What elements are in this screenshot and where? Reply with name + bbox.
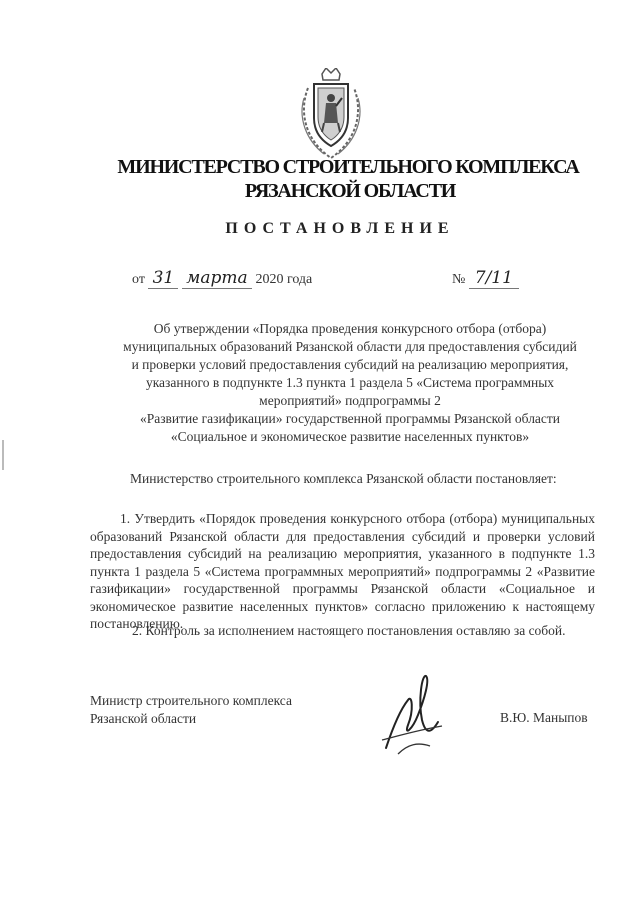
signatory-name: В.Ю. Маныпов (500, 710, 588, 725)
decree-number (452, 268, 519, 289)
date-year: 2020 года (255, 272, 313, 287)
number-value: 7/11 (469, 268, 519, 289)
subject-line: «Развитие газификации» государственной программы Рязанской области (139, 411, 561, 426)
ministry-name-line1: МИНИСТЕРСТВО СТРОИТЕЛЬНОГО КОМПЛЕКСА (117, 156, 579, 178)
item-2: 2. Контроль за исполнением настоящего постановления оставляю за собой. (132, 623, 566, 638)
subject-line: мероприятий» подпрограммы 2 (259, 393, 441, 408)
coat-of-arms-icon (298, 68, 364, 160)
date-prefix: от (132, 272, 145, 287)
scan-margin-mark (2, 440, 4, 470)
subject-line: указанного в подпункте 1.3 пункта 1 раздела 5 «Система программных (145, 375, 555, 390)
subject-line: муниципальных образований Рязанской области для предоставления субсидий (123, 339, 577, 354)
date-month: марта (182, 268, 252, 289)
document-type-title: ПОСТАНОВЛЕНИЕ (225, 220, 455, 237)
subject-line: Об утверждении «Порядка проведения конкурсного отбора (отбора) (153, 321, 547, 336)
subject-line: и проверки условий предоставления субсидий на реализацию мероприятия, (131, 357, 569, 372)
preamble: Министерство строительного комплекса Рязанской области постановляет: (130, 471, 557, 486)
number-prefix: № (452, 272, 466, 287)
subject-line: «Социальное и экономическое развитие населенных пунктов» (170, 429, 530, 444)
decree-subject (100, 320, 600, 446)
signatory-position (90, 692, 292, 728)
position-line2: Рязанской области (90, 711, 197, 726)
item-1: 1. Утвердить «Порядок проведения конкурсного отбора (отбора) муниципальных образований Рязанской области для предоставления субсидий и проверки условий предоставления субсидий на реализацию мероприятия, указанного в подпункте 1.3 пункта 1 раздела 5 «Система программных мероприятий» подпрограммы 2 «Развитие газификации» государственной программы Рязанской области «Социальное и экономическое развитие населенных пунктов» согласно приложению к настоящему постановлению. (90, 511, 595, 631)
date-day: 31 (148, 268, 178, 289)
handwritten-signature (378, 670, 448, 760)
decree-date (132, 268, 312, 289)
ministry-name-line2: РЯЗАНСКОЙ ОБЛАСТИ (244, 180, 456, 202)
position-line1: Министр строительного комплекса (90, 693, 292, 708)
